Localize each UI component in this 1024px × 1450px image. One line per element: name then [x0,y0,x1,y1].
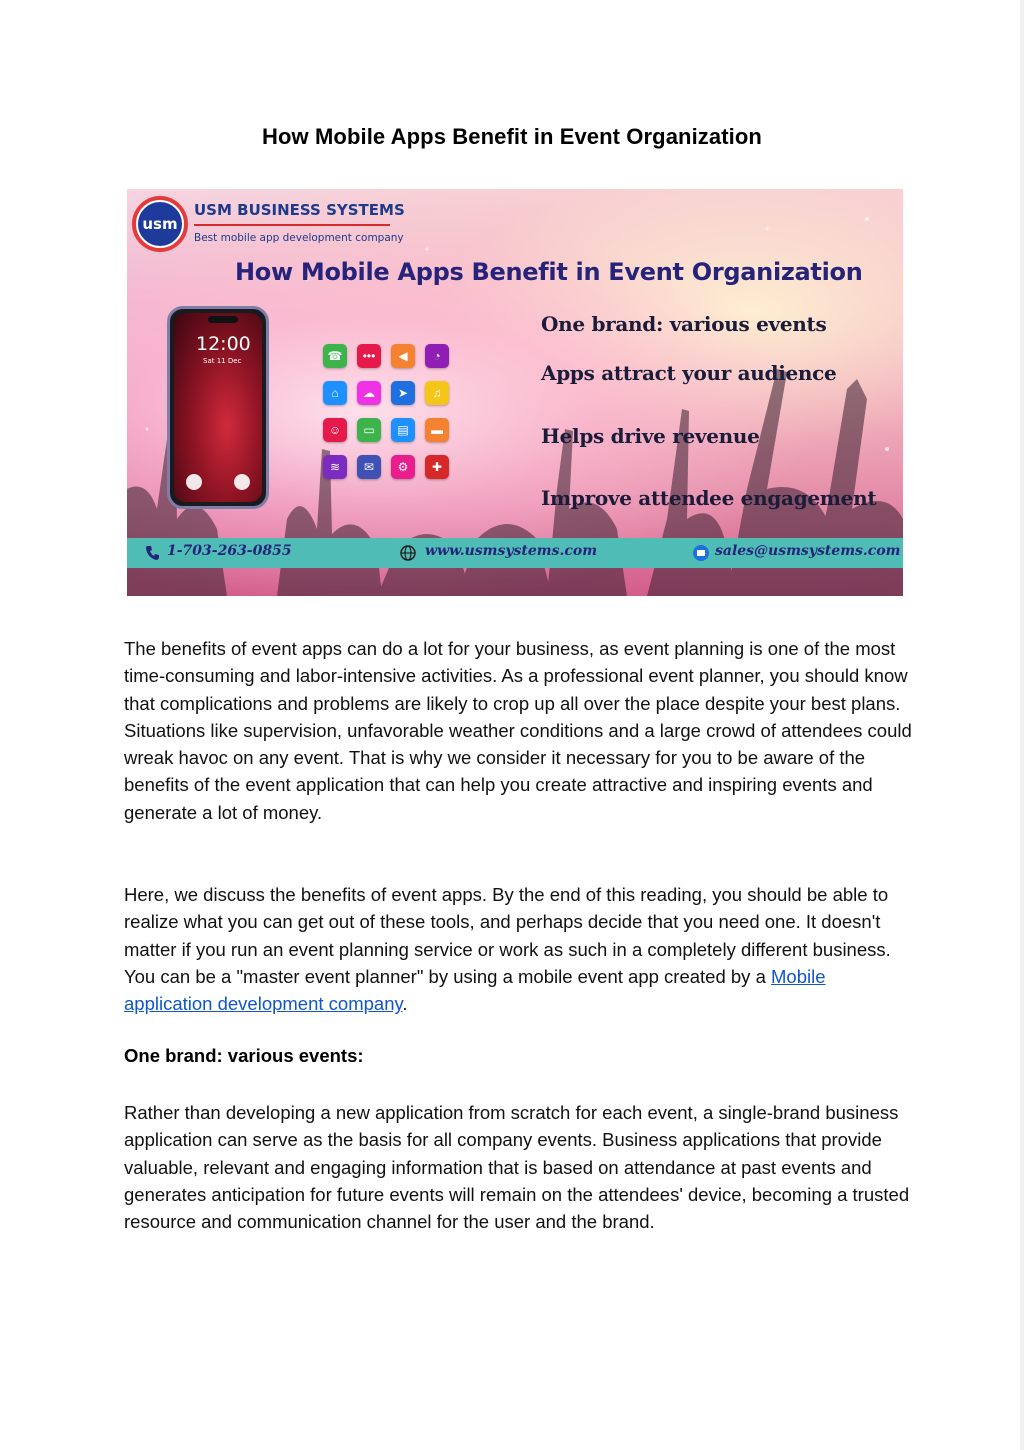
chat-app-icon-glyph: ••• [362,349,376,363]
cloud-app-icon-glyph: ☁ [363,386,375,400]
phone-screen [174,313,262,502]
home-app-icon [323,381,347,405]
contact-email: sales@usmsystems.com [715,543,901,559]
document-app-icon-glyph: ▤ [397,423,409,437]
chart-app-icon-glyph: ◔ [433,349,441,363]
usm-logo [132,196,188,252]
chat-app-icon [357,344,381,368]
subheading-one-brand: One brand: various events: [124,1045,364,1066]
settings-app-icon-glyph: ⚙ [397,460,409,474]
benefit-3: Helps drive revenue [541,424,760,448]
send-app-icon [391,381,415,405]
phone-date: Sat 11 Dec [203,357,242,365]
phone-app-icon-glyph: ☎ [327,349,343,363]
contact-app-icon-glyph: ☺ [328,423,342,437]
phone-notch [208,316,238,323]
wifi-app-icon-glyph: ≋ [329,460,341,474]
benefit-1: One brand: various events [541,312,827,336]
tools-app-icon-glyph: ✚ [431,460,443,474]
tools-app-icon [425,455,449,479]
send-app-icon-glyph: ➤ [397,386,409,400]
email-icon [693,545,709,561]
document-title: How Mobile Apps Benefit in Event Organization [262,124,762,149]
paragraph-intro: The benefits of event apps can do a lot for your business, as event planning is one of the most time-consuming and labor-intensive activities. As a professional event planner, you should know that complications and problems are likely to crop up all over the place despite your best plans. Situations like supervision, unfavorable weather conditions and a large crowd of attendees could wreak havoc on any event. That is why we consider it necessary for you to be aware of the benefits of the event application that can help you create attractive and inspiring events and generate a lot of money. [124,638,912,823]
benefit-2: Apps attract your audience [541,361,837,385]
home-app-icon-glyph: ⌂ [331,386,339,400]
contact-app-icon [323,418,347,442]
contact-website: www.usmsystems.com [425,543,598,559]
paragraph-discussion [124,881,914,1017]
benefit-4: Improve attendee engagement [541,486,877,510]
mail-app-icon [357,455,381,479]
brand-divider [194,224,390,226]
paragraph-discussion-end: . [402,993,408,1015]
phone-mockup [167,306,269,509]
mobile-app-dev-link[interactable]: Mobile application development company [124,965,826,1015]
megaphone-app-icon [391,344,415,368]
phone-app-icon [323,344,347,368]
settings-app-icon [391,455,415,479]
brand-name: USM BUSINESS SYSTEMS [194,201,405,219]
paragraph-discussion-text: Here, we discuss the benefits of event apps. By the end of this reading, you should be able to realize what you can get out of these tools, and perhaps decide that you need one. It doesn't matter if you run an event planning service or work as such in a completely different business. You can be a "master event planner" by using a mobile event app created by a [124,884,891,987]
megaphone-app-icon-glyph: ◀ [398,349,408,363]
mail-app-icon-glyph: ✉ [363,460,375,474]
banner-heading: How Mobile Apps Benefit in Event Organization [235,258,863,286]
flashlight-icon [186,474,202,490]
document-app-icon [391,418,415,442]
monitor-app-icon [357,418,381,442]
phone-icon [145,545,161,561]
contact-phone: 1-703-263-0855 [167,543,292,559]
page-edge [1020,0,1024,1450]
wifi-app-icon [323,455,347,479]
cloud-app-icon [357,381,381,405]
usm-logo-text: usm [136,200,184,248]
folder-app-icon [425,418,449,442]
music-app-icon-glyph: ♫ [432,386,442,400]
brand-tagline: Best mobile app development company [194,232,404,244]
phone-time: 12:00 [196,333,251,355]
monitor-app-icon-glyph: ▭ [363,423,375,437]
paragraph-one-brand: Rather than developing a new application from scratch for each event, a single-brand business application can serve as the basis for all company events. Business applications that provide valuable, relevant and engaging information that is based on attendance at past events and generates anticipation for future events will remain on the attendees' device, becoming a trusted resource and communication channel for the user and the brand. [124,1102,910,1233]
folder-app-icon-glyph: ▬ [431,423,443,437]
music-app-icon [425,381,449,405]
chart-app-icon [425,344,449,368]
globe-icon [400,545,416,561]
camera-icon [234,474,250,490]
contact-bar [127,538,903,568]
banner-image [127,189,903,596]
